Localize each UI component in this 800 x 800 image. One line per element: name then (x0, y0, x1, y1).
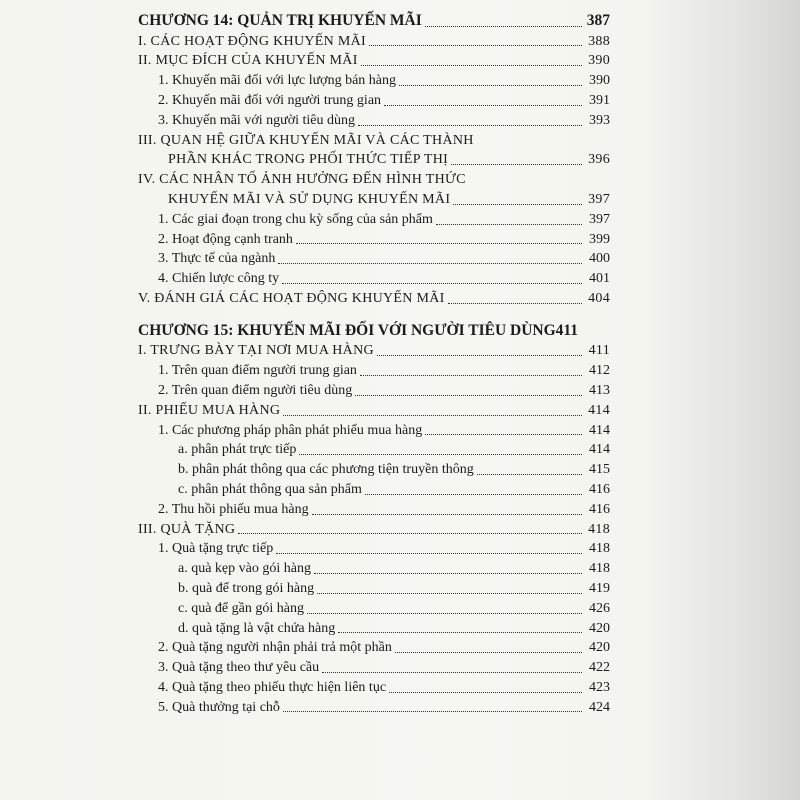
table-of-contents (138, 12, 610, 716)
dot-leader (425, 26, 582, 27)
page-number: 414 (589, 442, 610, 458)
toc-entry: II. PHIẾU MUA HÀNG 414 (138, 402, 610, 418)
dot-leader (384, 105, 582, 106)
dot-leader (312, 514, 582, 515)
dot-leader (322, 672, 582, 673)
page-number: 401 (589, 271, 610, 287)
page-number: 426 (589, 600, 610, 616)
page-number: 399 (589, 231, 610, 247)
page-number: 412 (589, 363, 610, 379)
toc-entry: b. quà để trong gói hàng 419 (178, 580, 610, 596)
toc-entry: 3. Thực tế của ngành 400 (158, 251, 610, 267)
dot-leader (399, 85, 582, 86)
toc-entry: IV. CÁC NHÂN TỐ ẢNH HƯỞNG ĐẾN HÌNH THỨC (138, 172, 466, 188)
dot-leader (477, 474, 582, 475)
toc-entry: c. phân phát thông qua sản phẩm 416 (178, 481, 610, 497)
page-number: 419 (589, 580, 610, 596)
page-number: 424 (589, 699, 610, 715)
toc-entry: V. ĐÁNH GIÁ CÁC HOẠT ĐỘNG KHUYẾN MÃI 404 (138, 290, 610, 306)
dot-leader (338, 632, 582, 633)
toc-chapter-15: CHƯƠNG 15: KHUYẾN MÃI ĐỐI VỚI NGƯỜI TIÊU DÙNG411 (138, 321, 579, 339)
toc-entry: 2. Quà tặng người nhận phải trả một phần 420 (158, 640, 610, 656)
toc-entry: 2. Thu hồi phiếu mua hàng 416 (158, 501, 610, 517)
toc-chapter-14: CHƯƠNG 14: QUẢN TRỊ KHUYẾN MÃI 387 (138, 12, 610, 29)
page-number: 418 (588, 521, 610, 537)
page-number: 414 (588, 402, 610, 418)
toc-entry: 5. Quà thưởng tại chỗ 424 (158, 699, 610, 715)
dot-leader (283, 415, 582, 416)
page-number: 388 (588, 33, 610, 49)
dot-leader (238, 533, 582, 534)
dot-leader (299, 454, 582, 455)
dot-leader (389, 692, 582, 693)
dot-leader (307, 613, 582, 614)
dot-leader (314, 573, 582, 574)
toc-entry: 3. Khuyến mãi với người tiêu dùng 393 (158, 112, 610, 128)
toc-entry: 2. Trên quan điểm người tiêu dùng 413 (158, 382, 610, 398)
page-shadow (650, 0, 800, 800)
toc-entry: 2. Hoạt động cạnh tranh 399 (158, 231, 610, 247)
dot-leader (276, 553, 582, 554)
dot-leader (278, 263, 582, 264)
dot-leader (436, 224, 582, 225)
page-number: 390 (589, 73, 610, 89)
page-number: 411 (588, 343, 610, 359)
toc-entry: I. TRƯNG BÀY TẠI NƠI MUA HÀNG 411 (138, 343, 610, 359)
page-number: 422 (589, 660, 610, 676)
page-number: 397 (588, 191, 610, 207)
page-number: 387 (586, 12, 610, 29)
dot-leader (355, 395, 582, 396)
page-number: 418 (589, 561, 610, 577)
toc-entry: 4. Chiến lược công ty 401 (158, 271, 610, 287)
page-number: 416 (589, 501, 610, 517)
dot-leader (283, 711, 582, 712)
toc-entry: 1. Các phương pháp phân phát phiếu mua hàng 414 (158, 422, 610, 438)
toc-entry: a. phân phát trực tiếp 414 (178, 442, 610, 458)
page-number: 397 (589, 211, 610, 227)
toc-entry: III. QUÀ TẶNG 418 (138, 521, 610, 537)
page-number: 415 (589, 462, 610, 478)
page-number: 404 (588, 290, 610, 306)
dot-leader (395, 652, 582, 653)
page-number: 390 (588, 53, 610, 69)
toc-entry: b. phân phát thông qua các phương tiện truyền thông 415 (178, 462, 610, 478)
dot-leader (282, 283, 582, 284)
page-number: 413 (589, 382, 610, 398)
page-number: 414 (589, 422, 610, 438)
toc-entry: 3. Quà tặng theo thư yêu cầu 422 (158, 660, 610, 676)
toc-entry: II. MỤC ĐÍCH CỦA KHUYẾN MÃI 390 (138, 53, 610, 69)
page-number: 393 (589, 112, 610, 128)
toc-entry: III. QUAN HỆ GIỮA KHUYẾN MÃI VÀ CÁC THÀNH (138, 132, 474, 148)
page-number: 396 (588, 152, 610, 168)
dot-leader (369, 45, 582, 46)
page-number: 418 (589, 541, 610, 557)
toc-entry: 1. Khuyến mãi đối với lực lượng bán hàng 390 (158, 73, 610, 89)
dot-leader (296, 243, 582, 244)
toc-entry-continued: KHUYẾN MÃI VÀ SỬ DỤNG KHUYẾN MÃI 397 (168, 191, 610, 207)
toc-entry: a. quà kẹp vào gói hàng 418 (178, 561, 610, 577)
toc-entry: c. quà để gần gói hàng 426 (178, 600, 610, 616)
toc-entry: 4. Quà tặng theo phiếu thực hiện liên tục 423 (158, 679, 610, 695)
dot-leader (361, 65, 582, 66)
dot-leader (360, 375, 582, 376)
dot-leader (377, 355, 582, 356)
dot-leader (425, 434, 582, 435)
toc-entry: d. quà tặng là vật chứa hàng 420 (178, 620, 610, 636)
dot-leader (358, 125, 582, 126)
page-number: 400 (589, 251, 610, 267)
toc-entry: 1. Trên quan điểm người trung gian 412 (158, 363, 610, 379)
dot-leader (365, 494, 582, 495)
toc-entry-continued: PHẦN KHÁC TRONG PHỐI THỨC TIẾP THỊ 396 (168, 152, 610, 168)
toc-entry: I. CÁC HOẠT ĐỘNG KHUYẾN MÃI 388 (138, 33, 610, 49)
page-number: 423 (589, 679, 610, 695)
toc-entry: 1. Các giai đoạn trong chu kỳ sống của sản phẩm 397 (158, 211, 610, 227)
page-number: 391 (589, 92, 610, 108)
page-number: 420 (589, 640, 610, 656)
dot-leader (453, 204, 582, 205)
toc-entry: 1. Quà tặng trực tiếp 418 (158, 541, 610, 557)
dot-leader (448, 303, 582, 304)
page-number: 416 (589, 481, 610, 497)
dot-leader (451, 164, 582, 165)
toc-entry: 2. Khuyến mãi đối với người trung gian 391 (158, 92, 610, 108)
dot-leader (317, 593, 582, 594)
page-number: 420 (589, 620, 610, 636)
